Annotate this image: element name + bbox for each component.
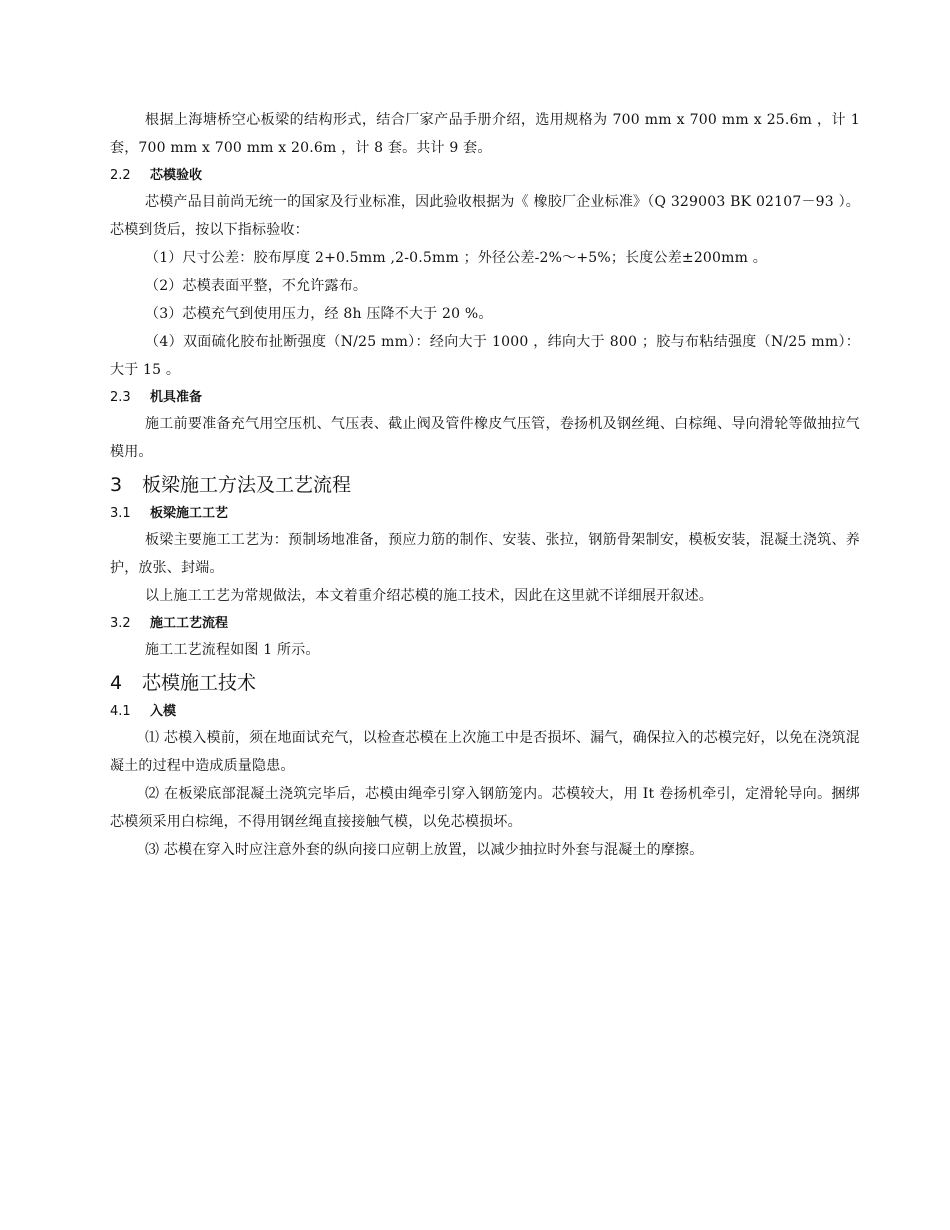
section-2-2-heading [110, 164, 860, 188]
section-2-3-heading [110, 386, 860, 410]
section-title: 机具准备 [150, 390, 203, 405]
list-item: （1）尺寸公差：胶布厚度 2+0.5mm ,2-0.5mm ；外径公差-2%～+5%；长度公差±200mm 。 [145, 250, 767, 266]
list-item: ⑴ 芯模入模前，须在地面试充气，以检查芯模在上次施工中是否损坏、漏气，确保拉入的芯模完好，以免在浇筑混凝土的过程中造成质量隐患。 [110, 730, 860, 774]
section-title: 施工工艺流程 [150, 616, 229, 631]
list-item: （4）双面硫化胶布扯断强度（N/25 mm）：经向大于 1000 ，纬向大于 800 ；胶与布粘结强度（N/25 mm）：大于 15 。 [110, 334, 860, 378]
section-number: 4.1 [110, 704, 131, 719]
paragraph: 以上施工工艺为常规做法，本文着重介绍芯模的施工技术，因此在这里就不详细展开叙述。 [145, 588, 713, 604]
section-title: 板梁施工工艺 [150, 506, 229, 521]
chapter-title: 板梁施工方法及工艺流程 [142, 474, 352, 496]
section-number: 2.3 [110, 390, 131, 405]
paragraph-intro: 根据上海塘桥空心板梁的结构形式，结合厂家产品手册介绍，选用规格为 700 mm x 700 mm x 25.6m ，计 1 套，700 mm x 700 mm x 20.6m ，计 8 套。共计 9 套。 [110, 112, 860, 156]
list-item: （3）芯模充气到使用压力，经 8h 压降不大于 20 %。 [145, 306, 493, 322]
document-page [110, 106, 860, 864]
section-3-1-heading [110, 502, 860, 526]
section-3-2-heading [110, 612, 860, 636]
paragraph: 施工前要准备充气用空压机、气压表、截止阀及管件橡皮气压管，卷扬机及钢丝绳、白棕绳、导向滑轮等做抽拉气模用。 [110, 416, 860, 460]
chapter-title: 芯模施工技术 [142, 672, 257, 694]
section-number: 3.1 [110, 506, 131, 521]
list-item: （2）芯模表面平整，不允许露布。 [145, 278, 368, 294]
paragraph: 施工工艺流程如图 1 所示。 [145, 642, 320, 658]
chapter-number: 3 [110, 474, 123, 496]
paragraph: 芯模产品目前尚无统一的国家及行业标准，因此验收根据为《 橡胶厂企业标准》（Q 329003 BK 02107－93 ）。芯模到货后，按以下指标验收： [110, 194, 860, 238]
chapter-3-heading [110, 470, 860, 500]
section-4-1-heading [110, 700, 860, 724]
chapter-4-heading [110, 668, 860, 698]
paragraph: 板梁主要施工工艺为：预制场地准备，预应力筋的制作、安装、张拉，钢筋骨架制安，模板安装，混凝土浇筑、养护，放张、封端。 [110, 532, 860, 576]
section-title: 入模 [150, 704, 177, 719]
chapter-number: 4 [110, 672, 123, 694]
section-number: 3.2 [110, 616, 131, 631]
list-item: ⑵ 在板梁底部混凝土浇筑完毕后，芯模由绳牵引穿入钢筋笼内。芯模较大，用 It 卷扬机牵引，定滑轮导向。捆绑芯模须采用白棕绳，不得用钢丝绳直接接触气模，以免芯模损坏。 [110, 786, 860, 830]
section-number: 2.2 [110, 168, 131, 183]
list-item: ⑶ 芯模在穿入时应注意外套的纵向接口应朝上放置，以减少抽拉时外套与混凝土的摩擦。 [145, 842, 704, 858]
section-title: 芯模验收 [150, 168, 203, 183]
